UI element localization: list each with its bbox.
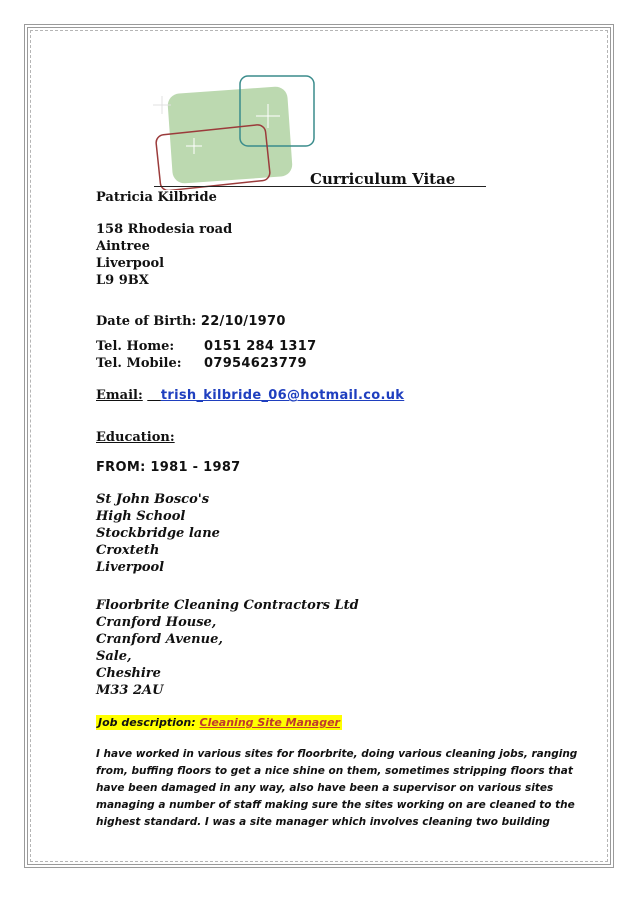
job-paragraph xyxy=(96,746,578,831)
page-title: Curriculum Vitae xyxy=(310,170,456,188)
paragraph-line: from, buffing floors to get a nice shine on them, sometimes stripping floors that xyxy=(96,765,573,777)
employer-line: Cranford House, xyxy=(96,615,217,630)
email-label: Email: xyxy=(96,388,143,403)
dob-value: 22/10/1970 xyxy=(200,314,286,329)
employer-line: M33 2AU xyxy=(96,683,164,698)
dob-row xyxy=(96,314,286,329)
paragraph-line: highest standard. I was a site manager which involves cleaning two building xyxy=(96,816,550,828)
home-phone-label: Tel. Home: xyxy=(96,339,175,354)
employer-line: Sale, xyxy=(96,649,132,664)
paragraph-line: managing a number of staff making sure the sites working on are cleaned to the xyxy=(96,799,575,811)
school-line: Croxteth xyxy=(96,543,160,558)
paragraph-line: I have worked in various sites for floorbrite, doing various cleaning jobs, ranging xyxy=(96,748,578,760)
full-name: Patricia Kilbride xyxy=(96,190,217,205)
mobile-phone-value: 07954623779 xyxy=(204,356,307,371)
mobile-phone-row xyxy=(96,356,307,371)
home-phone-row xyxy=(96,339,317,354)
email-row xyxy=(96,388,404,403)
employer-line: Floorbrite Cleaning Contractors Ltd xyxy=(96,598,359,613)
decorative-graphic xyxy=(140,70,320,190)
school-line: Liverpool xyxy=(96,560,165,575)
school-line: St John Bosco's xyxy=(96,492,210,507)
job-description xyxy=(96,715,342,730)
education-dates: FROM: 1981 - 1987 xyxy=(96,460,241,475)
employer-line: Cheshire xyxy=(96,666,161,681)
job-role: Cleaning Site Manager xyxy=(199,716,340,729)
employer-line: Cranford Avenue, xyxy=(96,632,223,647)
mobile-phone-label: Tel. Mobile: xyxy=(96,356,182,371)
address-line: 158 Rhodesia road xyxy=(96,222,233,237)
address-line: L9 9BX xyxy=(96,273,149,288)
home-phone-value: 0151 284 1317 xyxy=(204,339,317,354)
dob-label: Date of Birth: xyxy=(96,314,197,329)
school-line: Stockbridge lane xyxy=(96,526,220,541)
email-link[interactable]: trish_kilbride_06@hotmail.co.uk xyxy=(160,388,405,403)
school-line: High School xyxy=(96,509,186,524)
address-line: Liverpool xyxy=(96,256,165,271)
paragraph-line: have been damaged in any way, also have been a supervisor on various sites xyxy=(96,782,554,794)
education-heading: Education: xyxy=(96,430,175,445)
address-line: Aintree xyxy=(96,239,150,254)
job-description-label: Job description: xyxy=(98,716,196,729)
